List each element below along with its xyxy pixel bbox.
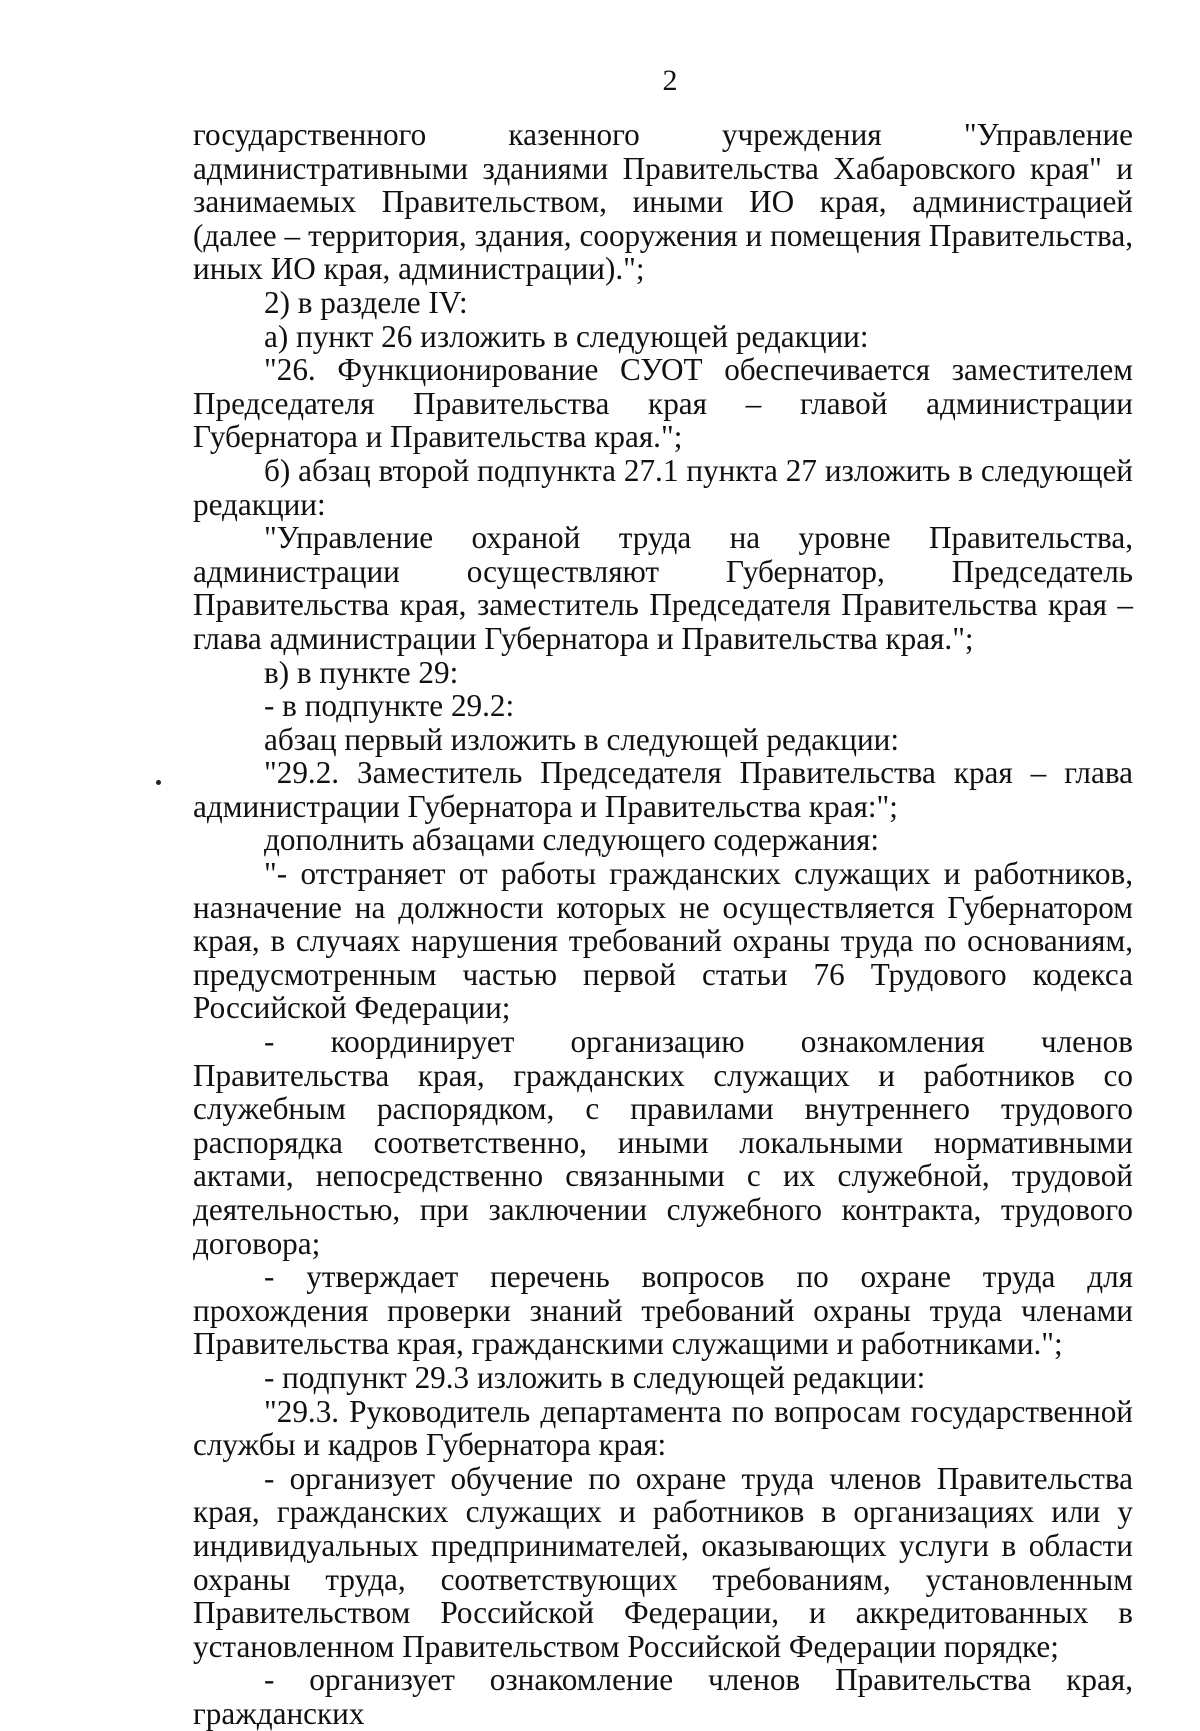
page-number: 2 (662, 64, 678, 97)
paragraph-19: - организует ознакомление членов Правительства края, гражданских (193, 1662, 1133, 1731)
paragraph-6: "Управление охраной труда на уровне Правительства, администрации осуществляют Губернатор, Председатель Правительства края, заместитель Председателя Правительства края – глава администрации Губернатора и Правительства края."; (193, 520, 1133, 656)
paragraph-2: 2) в разделе IV: (264, 284, 468, 320)
scan-speck (156, 780, 161, 785)
paragraph-5: б) абзац второй подпункта 27.1 пункта 27 изложить в следующей редакции: (193, 452, 1133, 522)
paragraph-8: - в подпункте 29.2: (264, 688, 515, 724)
paragraph-9: абзац первый изложить в следующей редакции: (264, 721, 900, 757)
paragraph-10: "29.2. Заместитель Председателя Правительства края – глава (264, 755, 1133, 791)
paragraph-16: - подпункт 29.3 изложить в следующей редакции: (264, 1359, 926, 1395)
document-body (193, 118, 1133, 1731)
paragraph-18: - организует обучение по охране труда членов Правительства края, гражданских служащих и работников в организациях или у индивидуальных предпринимателей, оказывающих услуги в области охраны труда, соответствующих требованиям, установленным Правительством Российской Федерации, и аккредитованных в установленном Правительством Российской Федерации порядке; (193, 1460, 1133, 1664)
paragraph-15: - утверждает перечень вопросов по охране труда для прохождения проверки знаний требований охраны труда членами Правительства края, гражданскими служащими и работниками."; (193, 1259, 1133, 1362)
paragraph-11: администрации Губернатора и Правительства края:"; (193, 788, 898, 824)
paragraph-17: "29.3. Руководитель департамента по вопросам государственной службы и кадров Губернатора края: (193, 1393, 1133, 1463)
paragraph-7: в) в пункте 29: (264, 654, 459, 690)
paragraph-3: а) пункт 26 изложить в следующей редакции: (264, 318, 869, 354)
paragraph-12: дополнить абзацами следующего содержания: (264, 822, 880, 858)
paragraph-13: "- отстраняет от работы гражданских служащих и работников, назначение на должности которых не осуществляется Губернатором края, в случаях нарушения требований охраны труда по основаниям, предусмотренным частью первой статьи 76 Трудового кодекса Российской Федерации; (193, 856, 1133, 1026)
paragraph-14: - координирует организацию ознакомления членов Правительства края, гражданских служащих и работников со служебным распорядком, с правилами внутреннего трудового распорядка соответственно, иными локальными нормативными актами, непосредственно связанными с их служебной, трудовой деятельностью, при заключении служебного контракта, трудового договора; (193, 1024, 1133, 1261)
paragraph-1: государственного казенного учреждения "Управление административными зданиями Правительства Хабаровского края" и занимаемых Правительством, иными ИО края, администрацией (далее – территория, здания, сооружения и помещения Правительства, иных ИО края, администрации)."; (193, 117, 1133, 287)
paragraph-4: "26. Функционирование СУОТ обеспечивается заместителем Председателя Правительства края – главой администрации Губернатора и Правительства края."; (193, 352, 1133, 455)
